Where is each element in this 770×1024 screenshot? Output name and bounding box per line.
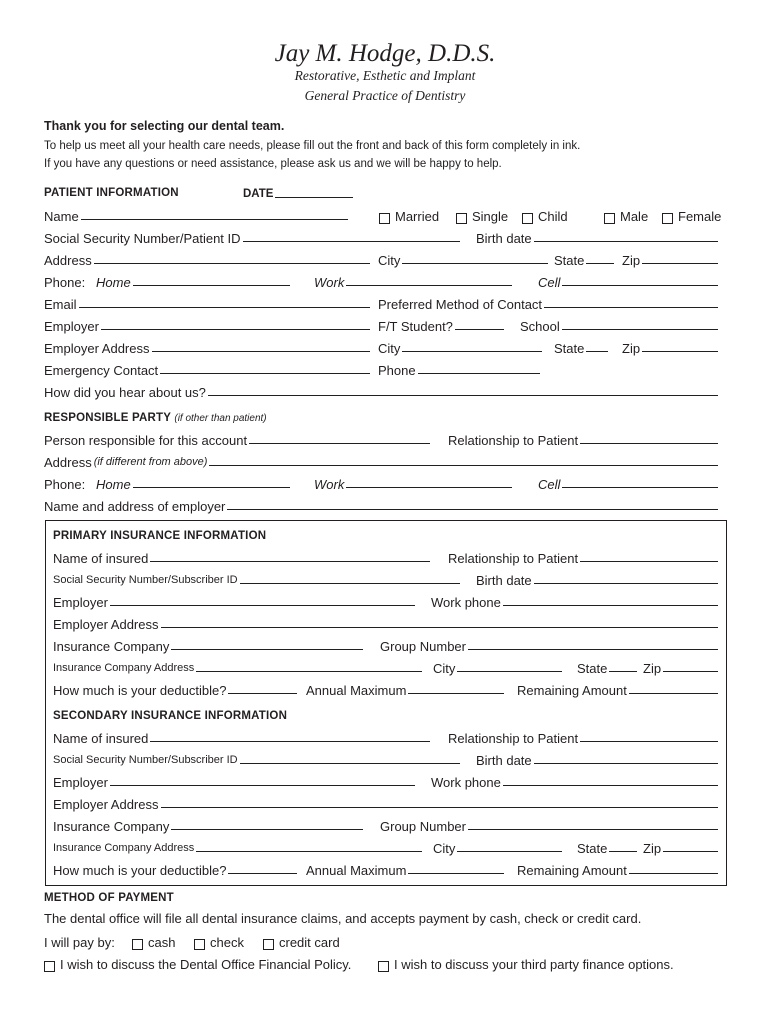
primary-company-address-field[interactable]: Insurance Company Address — [53, 656, 422, 676]
practice-subtitle-1: Restorative, Esthetic and Implant — [294, 68, 476, 83]
secondary-insurance-title: SECONDARY INSURANCE INFORMATION — [53, 710, 288, 722]
primary-remaining-field[interactable]: Remaining Amount — [517, 678, 718, 698]
row-phone — [44, 270, 718, 290]
payment-section-title: METHOD OF PAYMENT — [44, 892, 174, 904]
primary-company-field[interactable]: Insurance Company — [53, 634, 363, 654]
secondary-zip-field[interactable]: Zip — [643, 836, 718, 856]
credit-card-checkbox[interactable]: credit card — [263, 930, 340, 950]
responsible-relationship-field[interactable]: Relationship to Patient — [448, 428, 718, 448]
check-checkbox[interactable]: check — [194, 930, 244, 950]
date-label: DATE — [243, 188, 274, 200]
patient-section-title: PATIENT INFORMATION — [44, 187, 179, 199]
secondary-remaining-field[interactable]: Remaining Amount — [517, 858, 718, 878]
secondary-annual-max-field[interactable]: Annual Maximum — [306, 858, 504, 878]
home-phone-field[interactable]: Home — [96, 270, 290, 290]
married-checkbox[interactable]: Married — [379, 204, 439, 224]
responsible-employer-field[interactable]: Name and address of employer — [44, 494, 718, 514]
checkbox-icon — [44, 961, 55, 972]
primary-relationship-field[interactable]: Relationship to Patient — [448, 546, 718, 566]
employer-zip-field[interactable]: Zip — [622, 336, 718, 356]
responsible-address-field[interactable]: Address (if different from above) — [44, 450, 718, 470]
row-responsible-phone: Phone: Home Work Cell — [44, 472, 718, 492]
primary-group-field[interactable]: Group Number — [380, 634, 718, 654]
employer-address-field[interactable]: Employer Address — [44, 336, 370, 356]
practice-name: Jay M. Hodge, D.D.S. — [274, 40, 496, 67]
secondary-ssn-field[interactable]: Social Security Number/Subscriber ID — [53, 748, 460, 768]
primary-name-insured-field[interactable]: Name of insured — [53, 546, 430, 566]
row-discuss — [44, 952, 718, 972]
emergency-contact-field[interactable]: Emergency Contact — [44, 358, 370, 378]
primary-insurance-title: PRIMARY INSURANCE INFORMATION — [53, 530, 267, 542]
row-responsible-employer — [44, 494, 718, 514]
checkbox-icon — [522, 213, 533, 224]
secondary-relationship-field[interactable]: Relationship to Patient — [448, 726, 718, 746]
primary-state-field[interactable]: State — [577, 656, 637, 676]
responsible-home-phone-field[interactable]: Home — [96, 472, 290, 492]
primary-city-field[interactable]: City — [433, 656, 562, 676]
name-label: Name — [44, 209, 79, 224]
city-field[interactable]: City — [378, 248, 548, 268]
intro-line-2: If you have any questions or need assistance, please ask us and we will be happy to help. — [44, 158, 502, 170]
primary-annual-max-field[interactable]: Annual Maximum — [306, 678, 504, 698]
male-checkbox[interactable]: Male — [604, 204, 648, 224]
secondary-employer-field[interactable]: Employer — [53, 770, 415, 790]
responsible-work-phone-field[interactable]: Work — [314, 472, 512, 492]
date-field[interactable] — [243, 182, 353, 202]
practice-subtitle-2: General Practice of Dentistry — [304, 88, 466, 103]
checkbox-icon — [604, 213, 615, 224]
zip-field[interactable]: Zip — [622, 248, 718, 268]
name-field[interactable] — [44, 204, 348, 224]
intro-heading: Thank you for selecting our dental team. — [44, 119, 285, 133]
school-field[interactable]: School — [520, 314, 718, 334]
checkbox-icon — [132, 939, 143, 950]
birth-date-field[interactable]: Birth date — [476, 226, 718, 246]
row-address — [44, 248, 718, 268]
secondary-work-phone-field[interactable]: Work phone — [431, 770, 718, 790]
pay-by-label: I will pay by: — [44, 935, 115, 950]
primary-zip-field[interactable]: Zip — [643, 656, 718, 676]
primary-birth-date-field[interactable]: Birth date — [476, 568, 718, 588]
row-responsible-person — [44, 428, 718, 448]
single-checkbox[interactable]: Single — [456, 204, 508, 224]
row-pay-by — [44, 930, 718, 950]
primary-work-phone-field[interactable]: Work phone — [431, 590, 718, 610]
checkbox-icon — [456, 213, 467, 224]
cell-phone-field[interactable]: Cell — [538, 270, 718, 290]
email-field[interactable]: Email — [44, 292, 370, 312]
row-employer — [44, 314, 718, 334]
primary-employer-field[interactable]: Employer — [53, 590, 415, 610]
checkbox-icon — [379, 213, 390, 224]
emergency-phone-field[interactable]: Phone — [378, 358, 540, 378]
intro-line-1: To help us meet all your health care needs, please fill out the front and back of this form completely in ink. — [44, 140, 581, 152]
financial-policy-checkbox[interactable]: I wish to discuss the Dental Office Financial Policy. — [44, 952, 351, 972]
primary-deductible-field[interactable]: How much is your deductible? — [53, 678, 297, 698]
row-employer-address — [44, 336, 718, 356]
responsible-cell-phone-field[interactable]: Cell — [538, 472, 718, 492]
secondary-name-insured-field[interactable]: Name of insured — [53, 726, 430, 746]
employer-city-field[interactable]: City — [378, 336, 542, 356]
secondary-company-address-field[interactable]: Insurance Company Address — [53, 836, 422, 856]
secondary-employer-address-field[interactable]: Employer Address — [53, 792, 718, 812]
secondary-state-field[interactable]: State — [577, 836, 637, 856]
row-name — [44, 204, 722, 224]
secondary-birth-date-field[interactable]: Birth date — [476, 748, 718, 768]
employer-state-field[interactable]: State — [554, 336, 608, 356]
hear-about-field[interactable]: How did you hear about us? — [44, 380, 718, 400]
cash-checkbox[interactable]: cash — [132, 930, 175, 950]
preferred-contact-field[interactable]: Preferred Method of Contact — [378, 292, 718, 312]
row-email — [44, 292, 718, 312]
responsible-section-title: RESPONSIBLE PARTY (if other than patient) — [44, 412, 267, 424]
checkbox-icon — [662, 213, 673, 224]
child-checkbox[interactable]: Child — [522, 204, 568, 224]
ssn-field[interactable]: Social Security Number/Patient ID — [44, 226, 460, 246]
primary-ssn-field[interactable]: Social Security Number/Subscriber ID — [53, 568, 460, 588]
phone-label: Phone: — [44, 275, 86, 290]
row-emergency — [44, 358, 718, 378]
state-field[interactable]: State — [554, 248, 614, 268]
ft-student-field[interactable]: F/T Student? — [378, 314, 504, 334]
secondary-city-field[interactable]: City — [433, 836, 562, 856]
secondary-company-field[interactable]: Insurance Company — [53, 814, 363, 834]
checkbox-icon — [194, 939, 205, 950]
checkbox-icon — [263, 939, 274, 950]
row-ssn — [44, 226, 718, 246]
secondary-group-field[interactable]: Group Number — [380, 814, 718, 834]
responsible-person-field[interactable]: Person responsible for this account — [44, 428, 430, 448]
row-responsible-address — [44, 450, 718, 470]
third-party-finance-checkbox[interactable]: I wish to discuss your third party finance options. — [378, 952, 674, 972]
secondary-deductible-field[interactable]: How much is your deductible? — [53, 858, 297, 878]
employer-field[interactable]: Employer — [44, 314, 370, 334]
primary-employer-address-field[interactable]: Employer Address — [53, 612, 718, 632]
female-checkbox[interactable]: Female — [662, 204, 721, 224]
checkbox-icon — [378, 961, 389, 972]
work-phone-field[interactable]: Work — [314, 270, 512, 290]
row-hear — [44, 380, 718, 400]
payment-description: The dental office will file all dental insurance claims, and accepts payment by cash, check or credit card. — [44, 911, 642, 926]
address-field[interactable]: Address — [44, 248, 370, 268]
